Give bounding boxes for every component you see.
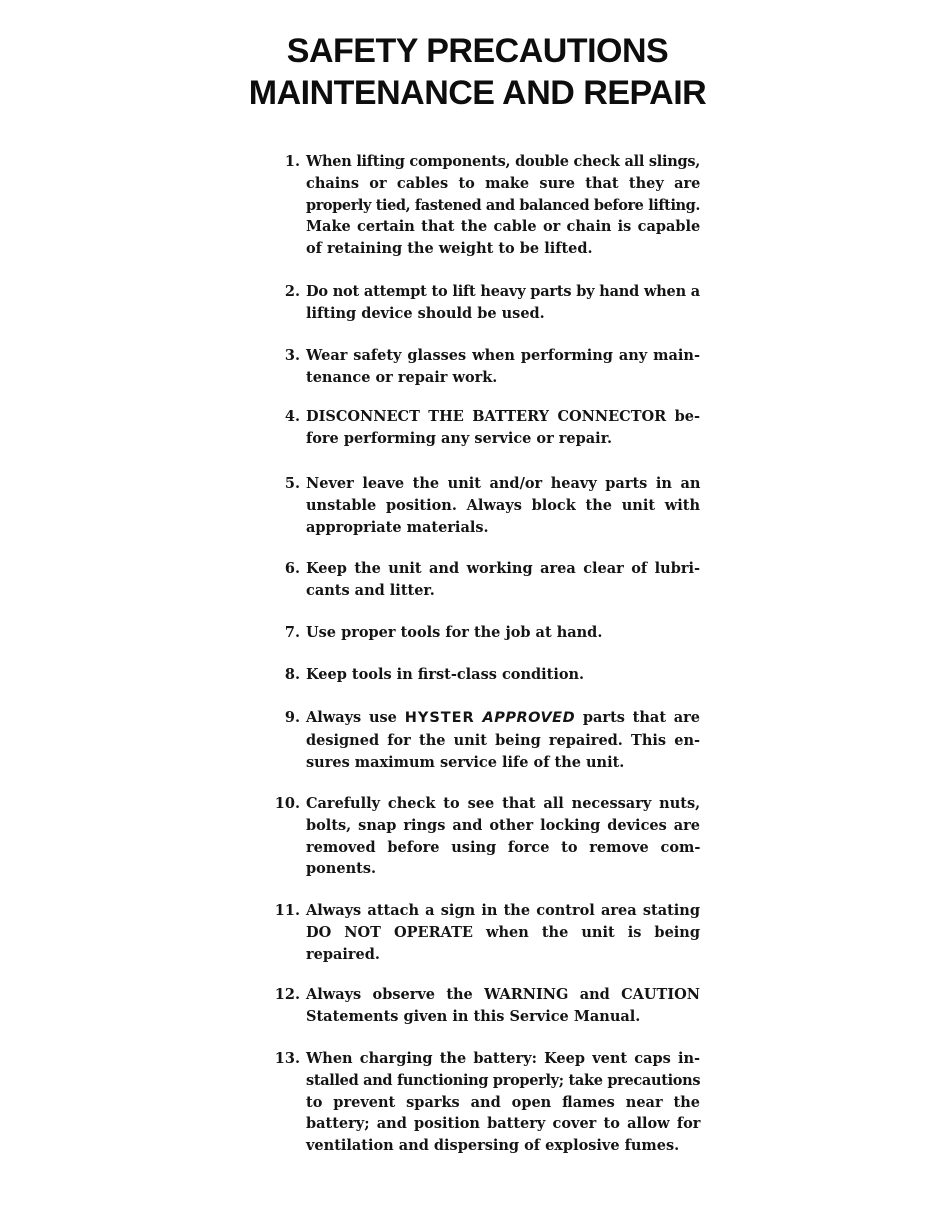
item-number: 12.	[274, 986, 300, 1003]
item-line: cants and litter.	[306, 581, 435, 599]
item-line: lifting device should be used.	[306, 304, 545, 322]
item-line: Wear safety glasses when performing any main-	[306, 347, 700, 364]
item-line-suffix: parts that are	[582, 709, 701, 726]
item-line: of retaining the weight to be lifted.	[306, 240, 593, 258]
item-text	[306, 900, 700, 965]
item-number: 7.	[284, 624, 300, 641]
item-line: When charging the battery: Keep vent caps in-	[306, 1050, 701, 1067]
item-number: 3.	[284, 347, 300, 364]
item-number: 13.	[274, 1050, 300, 1067]
item-line: Make certain that the cable or chain is capable	[306, 218, 701, 236]
item-line: to prevent sparks and open flames near the	[306, 1093, 700, 1111]
item-line: Always observe the WARNING and CAUTION	[306, 986, 700, 1003]
hyster-brand: HYSTER	[404, 710, 475, 726]
item-text	[306, 664, 700, 686]
item-line: chains or cables to make sure that they are	[306, 174, 701, 192]
item-text	[306, 281, 700, 325]
item-line: removed before using force to remove com-	[306, 838, 701, 856]
item-text	[306, 558, 700, 602]
item-number: 4.	[284, 408, 300, 425]
item-number: 5.	[284, 475, 300, 492]
item-line-prefix: Always use	[306, 709, 397, 726]
title-line-2: MAINTENANCE AND REPAIR	[248, 74, 707, 112]
item-line: Carefully check to see that all necessary nuts,	[306, 795, 701, 812]
item-text	[306, 151, 700, 260]
item-line: designed for the unit being repaired. This en-	[306, 731, 701, 749]
item-text	[306, 1048, 700, 1157]
item-number: 9.	[284, 709, 300, 726]
item-line: Use proper tools for the job at hand.	[306, 624, 603, 641]
item-number: 10.	[274, 795, 300, 812]
item-number: 1.	[284, 153, 300, 170]
item-line: Always attach a sign in the control area stating	[306, 902, 700, 919]
item-line: properly tied, fastened and balanced before lifting.	[306, 196, 700, 214]
item-text	[306, 793, 700, 880]
item-text	[306, 473, 700, 538]
item-line: tenance or repair work.	[306, 368, 498, 386]
title-line-1: SAFETY PRECAUTIONS	[286, 32, 669, 70]
approved-label: APPROVED	[482, 710, 576, 726]
item-line: unstable position. Always block the unit with	[306, 496, 700, 514]
item-text	[306, 707, 700, 773]
item-line: ponents.	[306, 860, 377, 878]
item-line: appropriate materials.	[306, 518, 489, 536]
item-text	[306, 406, 700, 450]
item-text	[306, 984, 700, 1028]
page-title	[0, 30, 935, 114]
item-line: Keep the unit and working area clear of lubri-	[306, 560, 700, 577]
item-line: repaired.	[306, 945, 380, 963]
item-number: 6.	[284, 560, 300, 577]
item-number: 2.	[284, 283, 300, 300]
item-line: battery; and position battery cover to allow for	[306, 1115, 701, 1133]
item-line: ventilation and dispersing of explosive fumes.	[306, 1137, 680, 1155]
item-line: Statements given in this Service Manual.	[306, 1007, 641, 1025]
item-line	[306, 707, 700, 730]
item-line: Keep tools in first-class condition.	[306, 666, 585, 683]
item-line: Do not attempt to lift heavy parts by hand when a	[306, 283, 700, 300]
item-line: stalled and functioning properly; take precautions	[306, 1071, 701, 1089]
item-line: fore performing any service or repair.	[306, 429, 613, 447]
item-line: bolts, snap rings and other locking devices are	[306, 816, 700, 834]
item-number: 11.	[274, 902, 300, 919]
item-number: 8.	[284, 666, 300, 683]
item-text	[306, 345, 700, 389]
item-line: DISCONNECT THE BATTERY CONNECTOR be-	[306, 408, 700, 425]
item-line: sures maximum service life of the unit.	[306, 753, 625, 771]
item-line: DO NOT OPERATE when the unit is being	[306, 923, 700, 941]
item-line: Never leave the unit and/or heavy parts in an	[306, 475, 701, 492]
item-line: When lifting components, double check all slings,	[306, 153, 701, 170]
item-text	[306, 622, 700, 644]
